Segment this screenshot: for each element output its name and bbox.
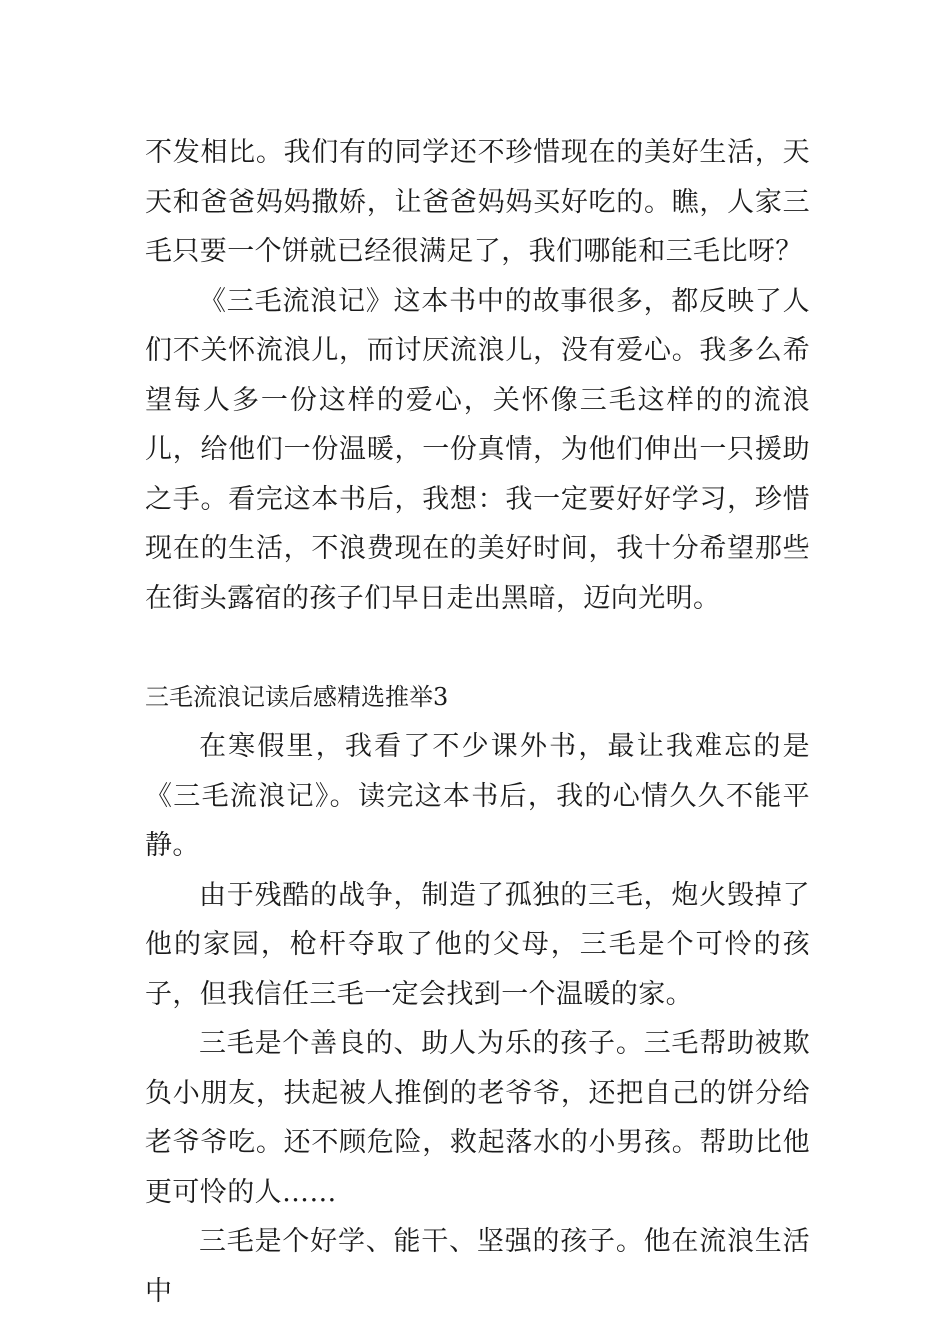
paragraph-1: 不发相比。我们有的同学还不珍惜现在的美好生活，天天和爸爸妈妈撒娇，让爸爸妈妈买好吃的。瞧，人家三毛只要一个饼就已经很满足了，我们哪能和三毛比呀？ [145,137,810,267]
paragraph-2: 《三毛流浪记》这本书中的故事很多，都反映了人们不关怀流浪儿，而讨厌流浪儿，没有爱心。我多么希望每人多一份这样的爱心，关怀像三毛这样的的流浪儿，给他们一份温暖，一份真情，为他们伸出一只援助之手。看完这本书后，我想：我一定要好好学习，珍惜现在的生活，不浪费现在的美好时间，我十分希望那些在街头露宿的孩子们早日走出黑暗，迈向光明。 [145,285,810,614]
paragraph-4: 由于残酷的战争，制造了孤独的三毛，炮火毁掉了他的家园，枪杆夺取了他的父母，三毛是个可怜的孩子，但我信任三毛一定会找到一个温暖的家。 [145,879,810,1010]
section-spacer [145,623,810,673]
document-body [145,128,810,1316]
paragraph-3: 在寒假里，我看了不少课外书，最让我难忘的是《三毛流浪记》。读完这本书后，我的心情久久不能平静。 [145,731,810,861]
paragraph-5: 三毛是个善良的、助人为乐的孩子。三毛帮助被欺负小朋友，扶起被人推倒的老爷爷，还把自己的饼分给老爷爷吃。还不顾危险，救起落水的小男孩。帮助比他更可怜的人…… [145,1028,810,1208]
section-title: 三毛流浪记读后感精选推举3 [145,682,449,711]
paragraph-6: 三毛是个好学、能干、坚强的孩子。他在流浪生活中 [145,1226,810,1307]
